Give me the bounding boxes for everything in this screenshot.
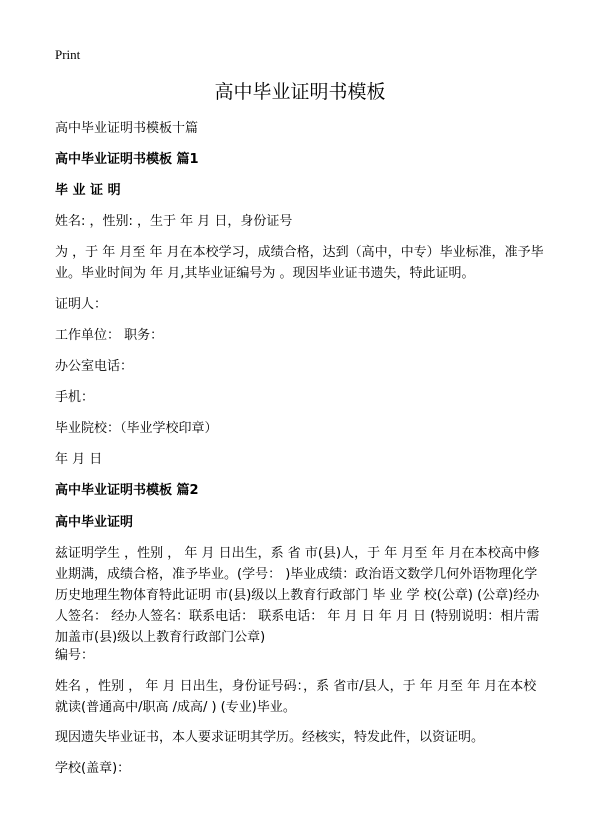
section1-heading: 高中毕业证明书模板 篇1 <box>55 152 199 167</box>
section1-study-paragraph: 为 ，于 年 月至 年 月在本校学习，成绩合格，达到（高中，中专）毕业标准，准予毕业。毕业时间为 年 月,其毕业证编号为 。现因毕业证书遗失，特此证明。 <box>55 245 544 281</box>
section2-reason-paragraph: 现因遗失毕业证书，本人要求证明其学历。经核实，特发此件，以资证明。 <box>55 730 485 745</box>
section2-cert-title: 高中毕业证明 <box>55 515 134 530</box>
section1-mobile-line: 手机： <box>55 390 95 405</box>
section1-work-line: 工作单位： 职务： <box>55 328 164 343</box>
section2-main-paragraph: 兹证明学生 ，性别 ， 年 月 日出生，系 省 市(县)人，于 年 月至 年 月在本校高中修业期满，成绩合格，准予毕业。(学号： )毕业成绩：政治语文数学几何外语物理化学历史地理生物体育特此证明 市(县)级以上教育行政部门 毕 业 学 校(公章) (公章)经办人签名： 经办人签名：联系电话： 联系电话： 年 月 日 年 月 日 (特别说明：相片需加盖市(县)级以上教育行政部门公章) <box>55 546 540 645</box>
section1-date-line: 年 月 日 <box>55 452 103 467</box>
section2-number-line: 编号： <box>55 648 95 663</box>
document-subtitle: 高中毕业证明书模板十篇 <box>55 121 199 136</box>
section1-name-line: 姓名: ，性别: ，生于 年 月 日，身份证号 <box>55 214 293 229</box>
section1-office-phone-line: 办公室电话： <box>55 359 134 374</box>
section1-school-line: 毕业院校：（毕业学校印章） <box>55 421 218 436</box>
document-title: 高中毕业证明书模板 <box>214 81 386 103</box>
print-link[interactable]: Print <box>55 47 81 62</box>
section1-certifier-line: 证明人： <box>55 297 108 312</box>
section2-heading: 高中毕业证明书模板 篇2 <box>55 483 199 498</box>
section1-cert-title: 毕 业 证 明 <box>55 183 121 198</box>
section2-seal-line: 学校(盖章)： <box>55 761 131 776</box>
section2-identity-paragraph: 姓名 ，性别 ， 年 月 日出生，身份证号码：，系 省市/县人，于 年 月至 年 月在本校就读(普通高中/职高 /成高/ ) (专业)毕业。 <box>55 679 537 715</box>
